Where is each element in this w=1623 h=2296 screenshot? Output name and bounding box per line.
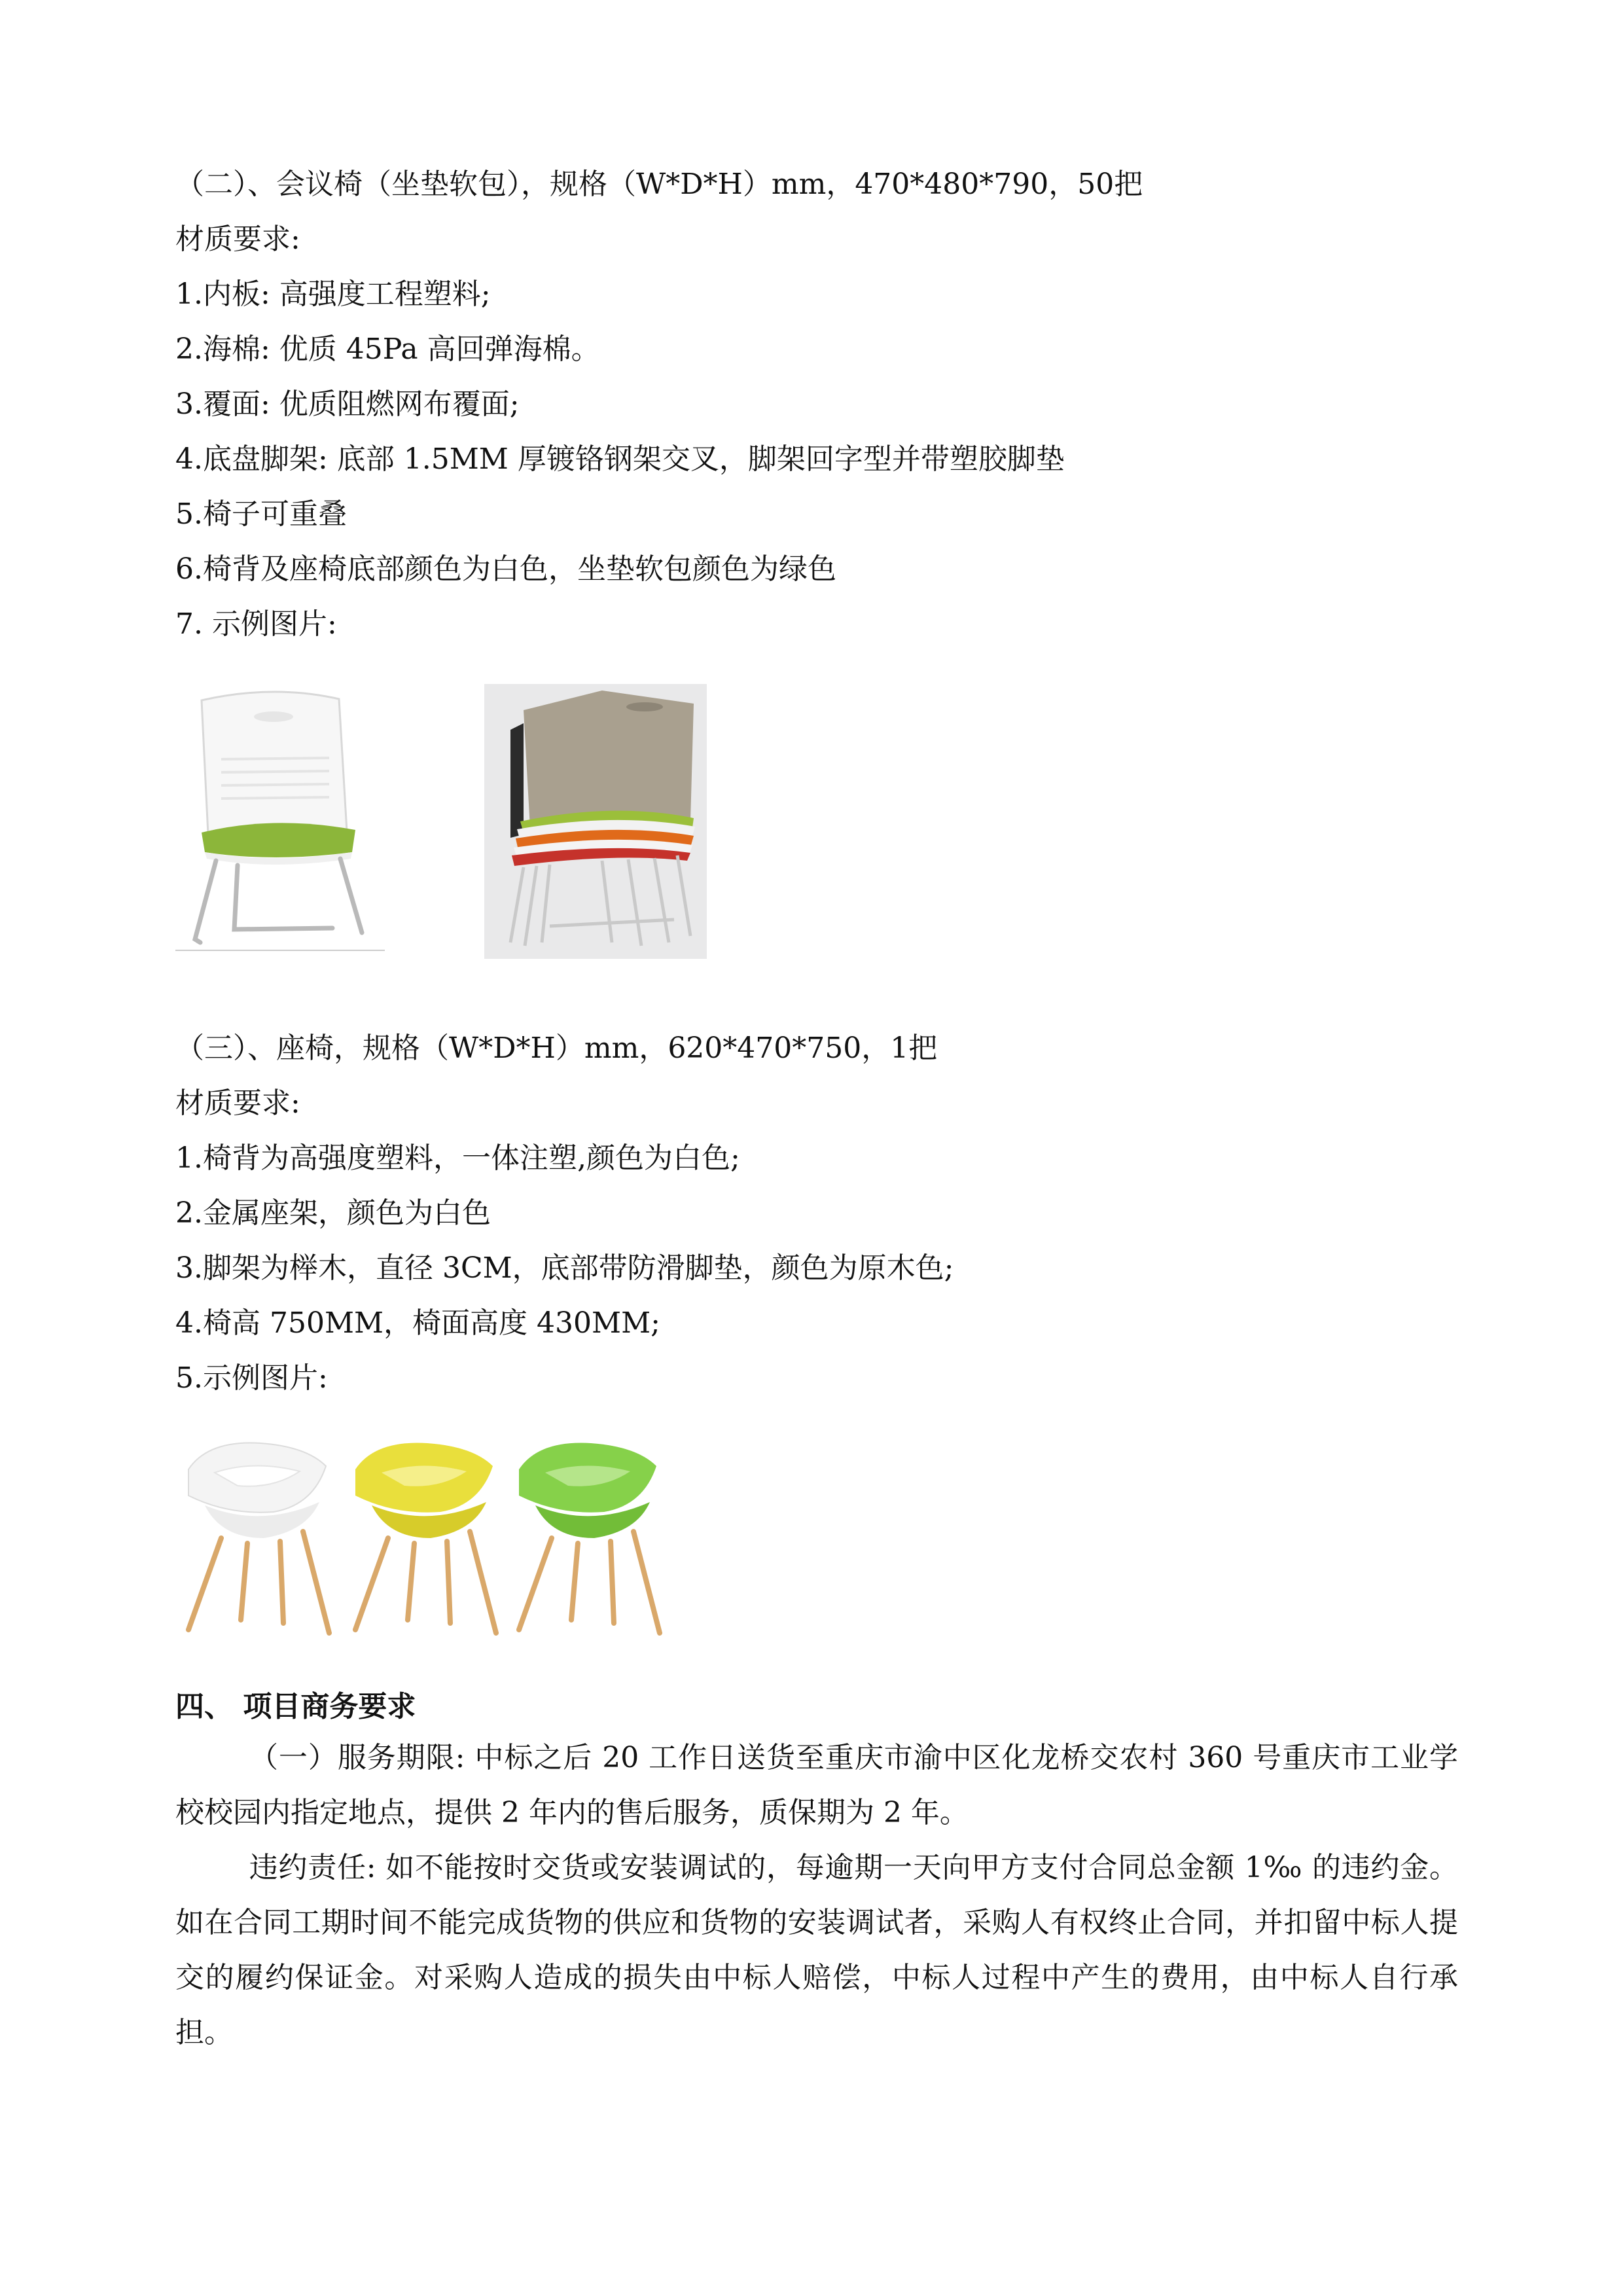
section3-item-4: 4.椅高 750MM，椅面高度 430MM; — [175, 1306, 660, 1340]
section2-item-5: 5.椅子可重叠 — [175, 497, 347, 531]
breach-paragraph — [175, 1840, 1458, 2060]
section3-item-2: 2.金属座架，颜色为白色 — [175, 1196, 491, 1230]
section2-heading: （二）、会议椅（坐垫软包），规格（W*D*H）mm，470*480*790，50把 — [175, 168, 1143, 201]
wooden-leg-chairs-photo — [175, 1433, 679, 1643]
section3-material-title: 材质要求: — [175, 1086, 300, 1120]
section3-item-5: 5.示例图片: — [175, 1361, 328, 1395]
section2-item-1: 1.内板: 高强度工程塑料; — [175, 278, 491, 311]
section3-item-3: 3.脚架为榉木，直径 3CM，底部带防滑脚垫，颜色为原木色; — [175, 1251, 954, 1285]
section2-item-3: 3.覆面: 优质阻燃网布覆面; — [175, 387, 520, 421]
breach-text: 违约责任: 如不能按时交货或安装调试的，每逾期一天向甲方支付合同总金额 1‰ 的违约金。如在合同工期时间不能完成货物的供应和货物的安装调试者，采购人有权终止合同，并扣留中标人提交的履约保证金。对采购人造成的损失由中标人赔偿，中标人过程中产生的费用，由中标人自行承担。 — [175, 1851, 1458, 2049]
section3-item-1: 1.椅背为高强度塑料，一体注塑,颜色为白色; — [175, 1141, 740, 1175]
section2-material-title: 材质要求: — [175, 223, 300, 256]
conference-chair-photo — [175, 681, 385, 956]
section3-heading: （三）、座椅，规格（W*D*H）mm，620*470*750，1把 — [175, 1031, 938, 1065]
section2-item-2: 2.海棉: 优质 45Pa 高回弹海棉。 — [175, 332, 600, 366]
service-period-paragraph — [175, 1731, 1458, 1840]
section2-item-6: 6.椅背及座椅底部颜色为白色，坐垫软包颜色为绿色 — [175, 552, 836, 586]
stacked-chairs-photo — [484, 684, 707, 959]
service-period-text: （一）服务期限: 中标之后 20 工作日送货至重庆市渝中区化龙桥交农村 360 号重庆市工业学校校园内指定地点，提供 2 年内的售后服务，质保期为 2 年。 — [175, 1741, 1458, 1829]
section2-item-7: 7. 示例图片: — [175, 607, 337, 641]
section4-heading: 四、 项目商务要求 — [175, 1690, 416, 1723]
section2-item-4: 4.底盘脚架: 底部 1.5MM 厚镀铬钢架交叉，脚架回字型并带塑胶脚垫 — [175, 442, 1065, 476]
